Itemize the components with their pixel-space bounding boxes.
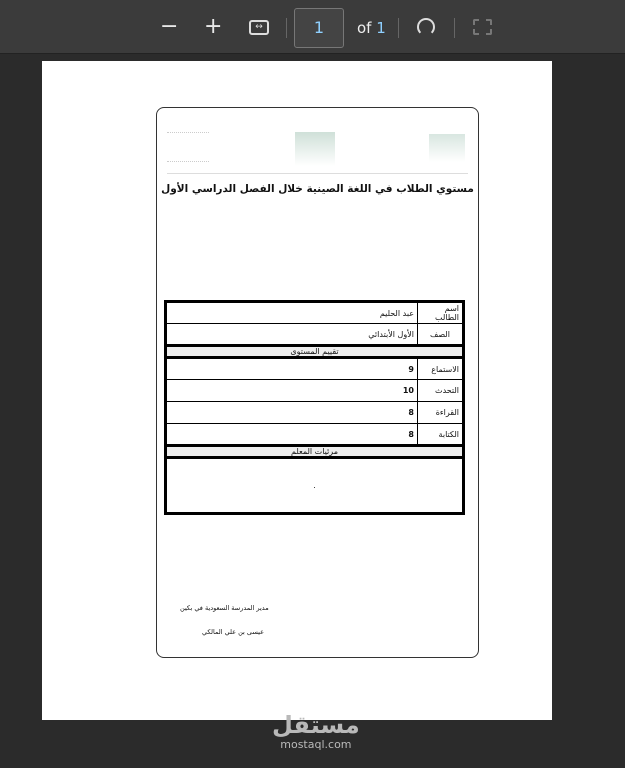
date-fields <box>167 132 209 162</box>
notes-value: . <box>166 458 464 514</box>
table-row <box>166 324 464 346</box>
skill-score: 9 <box>166 358 418 380</box>
document-title: مستوي الطلاب في اللغة الصينية خلال الفصل الدراسي الأول <box>161 183 474 195</box>
signature-role: مدير المدرسة السعودية في بكين <box>180 604 269 612</box>
pdf-page <box>42 61 552 720</box>
student-value: عبد الحليم <box>166 302 418 324</box>
watermark-logo: مستقل <box>272 711 360 739</box>
fit-width-icon[interactable]: ↔ <box>249 20 269 35</box>
signature-name: عيسى بن علي المالكي <box>202 628 264 636</box>
table-row <box>166 402 464 424</box>
total-pages: 1 <box>376 19 386 37</box>
skill-label: التحدث <box>418 380 464 402</box>
table-row <box>166 446 464 458</box>
skill-score: 8 <box>166 402 418 424</box>
table-row <box>166 358 464 380</box>
zoom-in-button[interactable]: + <box>204 14 223 39</box>
table-row <box>166 380 464 402</box>
page-number-input[interactable]: 1 <box>294 8 344 48</box>
notes-header: مرئيات المعلم <box>166 446 464 458</box>
watermark <box>272 712 360 751</box>
class-label: الصف <box>418 324 464 346</box>
table-row <box>166 302 464 324</box>
skill-label: القراءة <box>418 402 464 424</box>
header-divider <box>167 173 468 174</box>
school-logo <box>429 134 465 162</box>
divider <box>286 18 287 38</box>
skill-label: الاستماع <box>418 358 464 380</box>
ministry-logo <box>295 132 335 166</box>
skill-label: الكتابة <box>418 424 464 446</box>
assessment-header: تقييم المستوى <box>166 346 464 358</box>
rotate-icon[interactable] <box>417 18 435 36</box>
table-row <box>166 458 464 514</box>
pdf-toolbar <box>0 0 625 54</box>
skill-score: 10 <box>166 380 418 402</box>
page-count <box>357 0 386 56</box>
skill-score: 8 <box>166 424 418 446</box>
divider <box>398 18 399 38</box>
student-report-table <box>164 300 465 515</box>
table-row <box>166 424 464 446</box>
divider <box>454 18 455 38</box>
watermark-domain: mostaql.com <box>280 738 352 751</box>
two-page-icon[interactable] <box>473 19 492 35</box>
class-value: الأول الأبتدائي <box>166 324 418 346</box>
zoom-out-button[interactable]: − <box>160 14 179 39</box>
of-label: of <box>357 19 372 37</box>
table-row <box>166 346 464 358</box>
student-label: اسم الطالب <box>418 302 464 324</box>
